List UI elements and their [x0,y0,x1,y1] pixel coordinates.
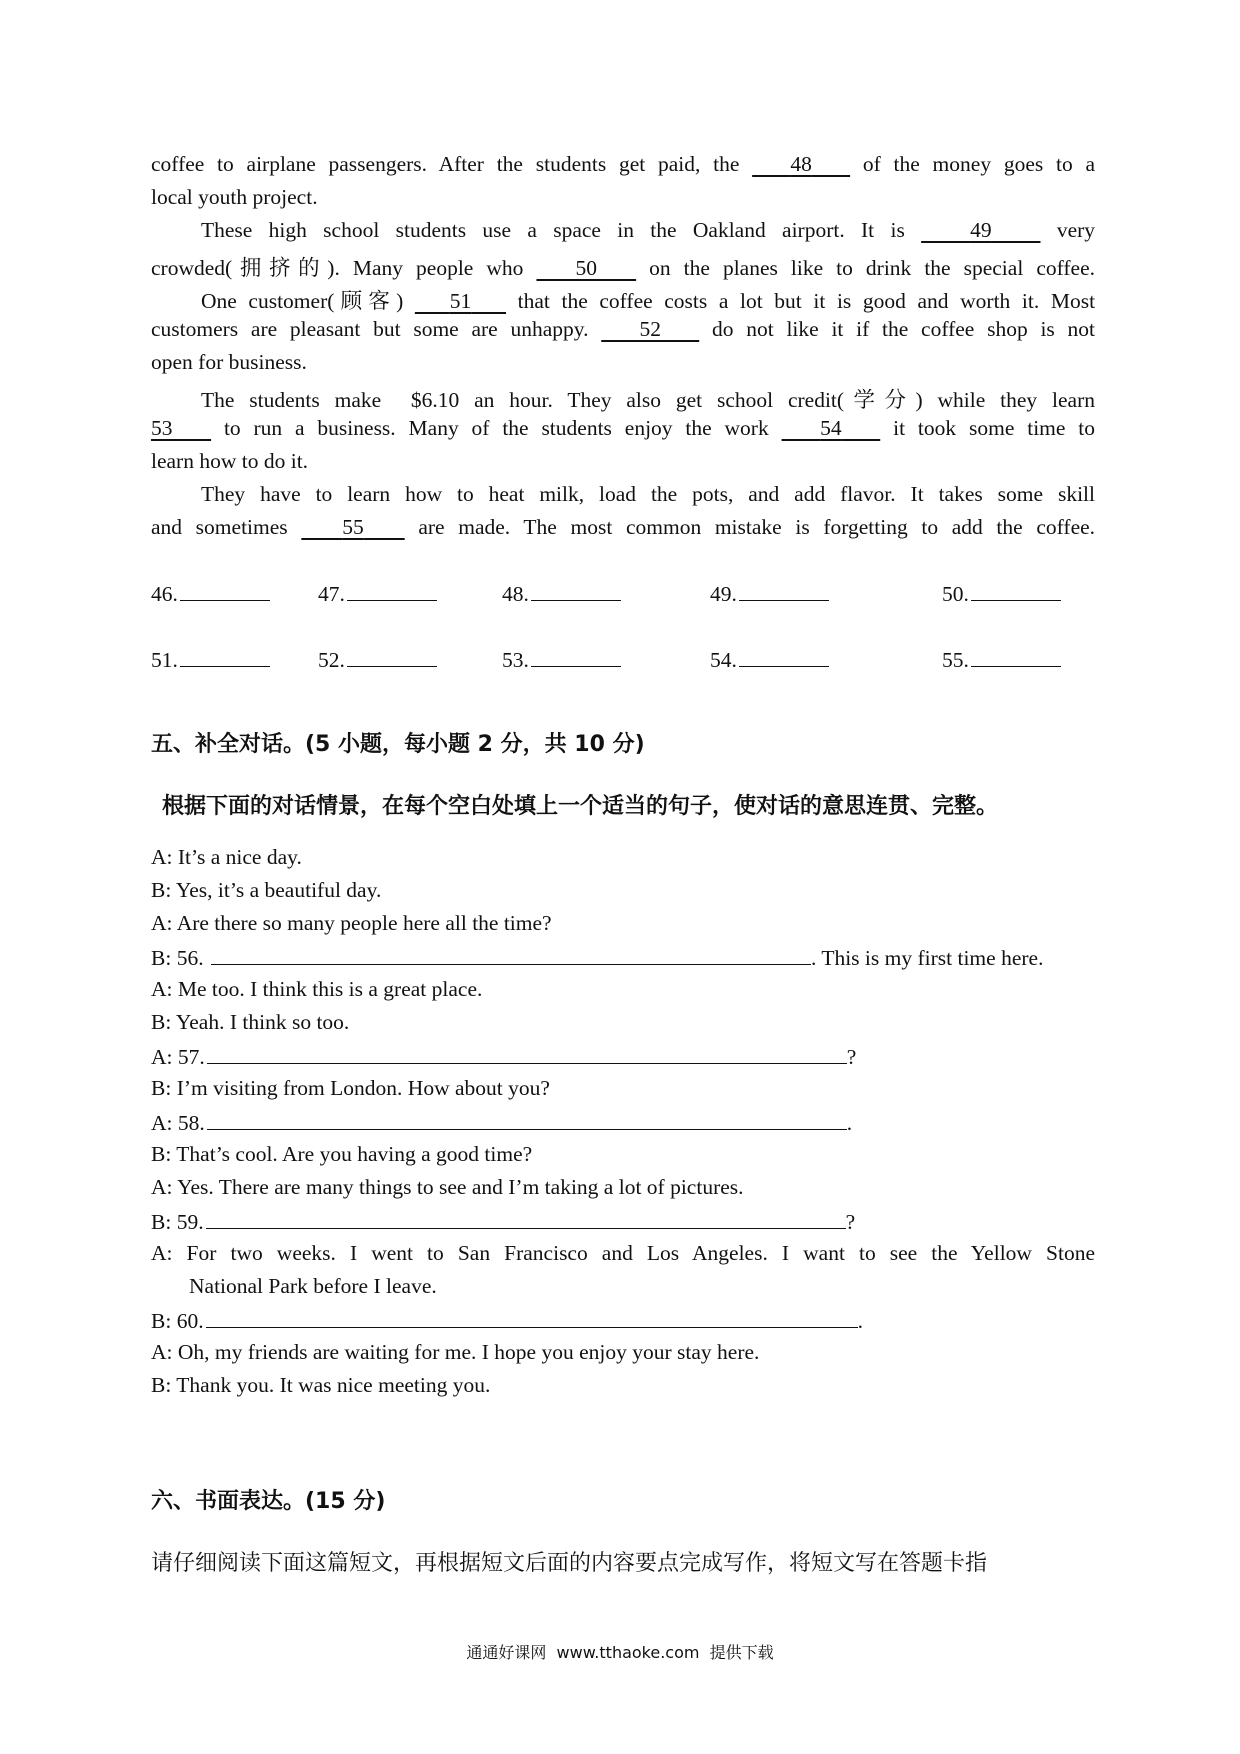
text: One customer(顾客) [201,289,404,313]
section-instruction: 根据下面的对话情景，在每个空白处填上一个适当的句子，使对话的意思连贯、完整。 [162,794,999,819]
passage-line [151,317,1095,342]
dialogue-line: A: Oh, my friends are waiting for me. I hope you enjoy your stay here. [151,1340,760,1364]
passage-line: They have to learn how to heat milk, load the pots, and add flavor. It takes some skill [201,482,1095,506]
dialogue-line: B: Yes, it’s a beautiful day. [151,878,382,902]
text: do not like it if the coffee shop is not [711,317,1096,341]
answer-slot[interactable]: 46. [151,580,270,607]
answer-blank-56[interactable] [211,944,811,965]
dialogue-line: National Park before I leave. [189,1274,437,1298]
answer-row [0,580,1240,610]
text: to run a business. Many of the students enjoy the work [223,416,769,440]
text: customers are pleasant but some are unhappy. [151,317,589,341]
dialogue-line: A: Are there so many people here all the time? [151,911,552,935]
text: on the planes like to drink the special coffee. [649,256,1096,280]
answer-row [0,646,1240,676]
text: These high school students use a space in the Oakland airport. It is [201,218,905,242]
dialogue-line: A: It’s a nice day. [151,845,302,869]
answer-blank-59[interactable] [206,1208,846,1229]
dialogue-line: B: 59. ? [151,1210,856,1234]
text: very [1056,218,1096,242]
dialogue-line: B: 56. . This is my first time here. [151,946,1044,970]
dialogue-line: B: That’s cool. Are you having a good time? [151,1142,533,1166]
answer-blank-55: 55 [342,515,364,539]
answer-slot[interactable]: 51. [151,646,270,673]
answer-slot[interactable]: 48. [502,580,621,607]
answer-slot[interactable]: 54. [710,646,829,673]
answer-slot[interactable]: 49. [710,580,829,607]
text: coffee to airplane passengers. After the students get paid, the [151,152,740,176]
answer-blank-48: 48 [790,152,812,176]
answer-slot[interactable]: 50. [942,580,1061,607]
passage-line: learn how to do it. [151,449,309,473]
answer-blank-57[interactable] [207,1043,847,1064]
passage-line: local youth project. [151,185,318,209]
answer-blank-49: 49 [970,218,992,242]
text: are made. The most common mistake is forgetting to add the coffee. [418,515,1096,539]
answer-blank-54: 54 [820,416,842,440]
answer-blank-51: 51 [449,289,472,313]
passage-line [151,515,1095,540]
passage-line: The students make $6.10 an hour. They also get school credit(学分) while they learn [201,388,1095,412]
dialogue-line: A: 57. ? [151,1045,857,1069]
answer-blank-60[interactable] [206,1307,858,1328]
answer-blank-50: 50 [575,256,598,280]
section-heading: 五、补全对话。(5 小题，每小题 2 分，共 10 分) [151,732,645,757]
section-heading: 六、书面表达。(15 分) [151,1489,386,1514]
text: that the coffee costs a lot but it is good and worth it. Most [517,289,1096,313]
passage-line: open for business. [151,350,307,374]
text: of the money goes to a [862,152,1095,176]
answer-slot[interactable]: 53. [502,646,621,673]
passage-line [151,416,1095,441]
answer-slot[interactable]: 52. [318,646,437,673]
text: it took some time to [893,416,1096,440]
dialogue-line: A: For two weeks. I went to San Francisco and Los Angeles. I want to see the Yellow Stone [151,1241,1095,1265]
dialogue-line: B: I’m visiting from London. How about you? [151,1076,550,1100]
answer-blank-52: 52 [639,317,661,341]
passage-line [201,218,1095,243]
page-footer: 通通好课网 www.tthaoke.com 提供下载 [466,1643,774,1662]
text: crowded(拥挤的). Many people who [151,256,524,280]
answer-blank-58[interactable] [207,1109,847,1130]
dialogue-line: B: 60. . [151,1309,863,1333]
text: and sometimes [151,515,288,539]
passage-line [201,284,1095,315]
answer-slot[interactable]: 55. [942,646,1061,673]
passage-line [151,152,1095,177]
dialogue-line: A: Me too. I think this is a great place. [151,977,483,1001]
dialogue-line: B: Thank you. It was nice meeting you. [151,1373,491,1397]
section-instruction: 请仔细阅读下面这篇短文，再根据短文后面的内容要点完成写作，将短文写在答题卡指 [151,1551,988,1576]
dialogue-line: A: Yes. There are many things to see and I’m taking a lot of pictures. [151,1175,744,1199]
answer-slot[interactable]: 47. [318,580,437,607]
passage-line [151,251,1095,282]
answer-blank-53: 53 [151,416,173,440]
dialogue-line: B: Yeah. I think so too. [151,1010,350,1034]
dialogue-line: A: 58. . [151,1111,853,1135]
